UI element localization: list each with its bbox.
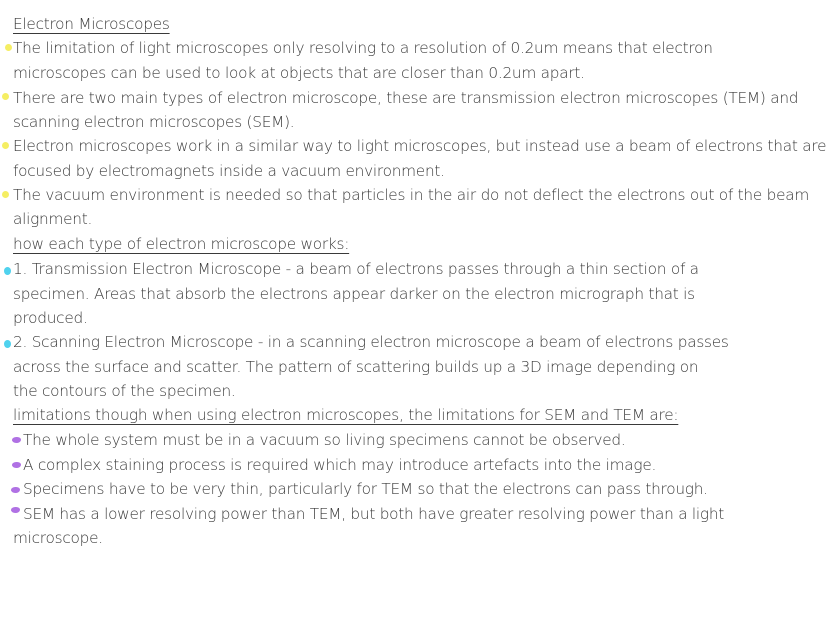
limitation-3-line-1: Specimens have to be very thin, particularly for TEM so that the electrons can pass through. [23,480,708,498]
bullet-4-line-1: The vacuum environment is needed so that particles in the air do not deflect the electrons out of the beam [13,186,810,204]
bullet-yellow-icon [2,142,9,149]
how-heading: how each type of electron microscope works: [13,235,350,253]
bullet-3-line-1: Electron microscopes work in a similar way to light microscopes, but instead use a beam of electrons that are [13,137,827,155]
type-1-line-2: specimen. Areas that absorb the electrons appear darker on the electron micrograph that is [13,285,695,303]
limitation-1-line-1: The whole system must be in a vacuum so living specimens cannot be observed. [23,431,626,449]
bullet-2-line-1: There are two main types of electron microscope, these are transmission electron microscopes (TEM) and [13,89,799,107]
bullet-cyan-icon [4,267,11,275]
bullet-purple-icon [12,462,21,468]
bullet-yellow-icon [5,44,12,51]
type-1-line-3: produced. [13,309,88,327]
bullet-purple-icon [11,487,20,493]
bullet-yellow-icon [2,93,9,100]
bullet-3-line-2: focused by electromagnets inside a vacuum environment. [13,162,445,180]
type-2-line-3: the contours of the specimen. [13,382,236,400]
page-title: Electron Microscopes [13,15,170,33]
limitation-2-line-1: A complex staining process is required which may introduce artefacts into the image. [23,456,657,474]
limitations-heading: limitations though when using electron microscopes, the limitations for SEM and TEM are: [13,406,679,424]
bullet-1-line-2: microscopes can be used to look at objects that are closer than 0.2um apart. [13,64,585,82]
bullet-purple-icon [11,507,20,513]
bullet-yellow-icon [2,191,9,198]
bullet-purple-icon [12,437,21,443]
bullet-cyan-icon [4,340,11,348]
type-1-line-1: 1. Transmission Electron Microscope - a beam of electrons passes through a thin section of a [13,260,699,278]
bullet-4-line-2: alignment. [13,210,93,228]
limitation-4-line-2: microscope. [13,529,103,547]
bullet-2-line-2: scanning electron microscopes (SEM). [13,113,295,131]
bullet-1-line-1: The limitation of light microscopes only resolving to a resolution of 0.2um means that electron [13,39,713,57]
type-2-line-2: across the surface and scatter. The pattern of scattering builds up a 3D image depending on [13,358,699,376]
type-2-line-1: 2. Scanning Electron Microscope - in a scanning electron microscope a beam of electrons passes [13,333,729,351]
limitation-4-line-1: SEM has a lower resolving power than TEM, but both have greater resolving power than a light [23,505,725,523]
